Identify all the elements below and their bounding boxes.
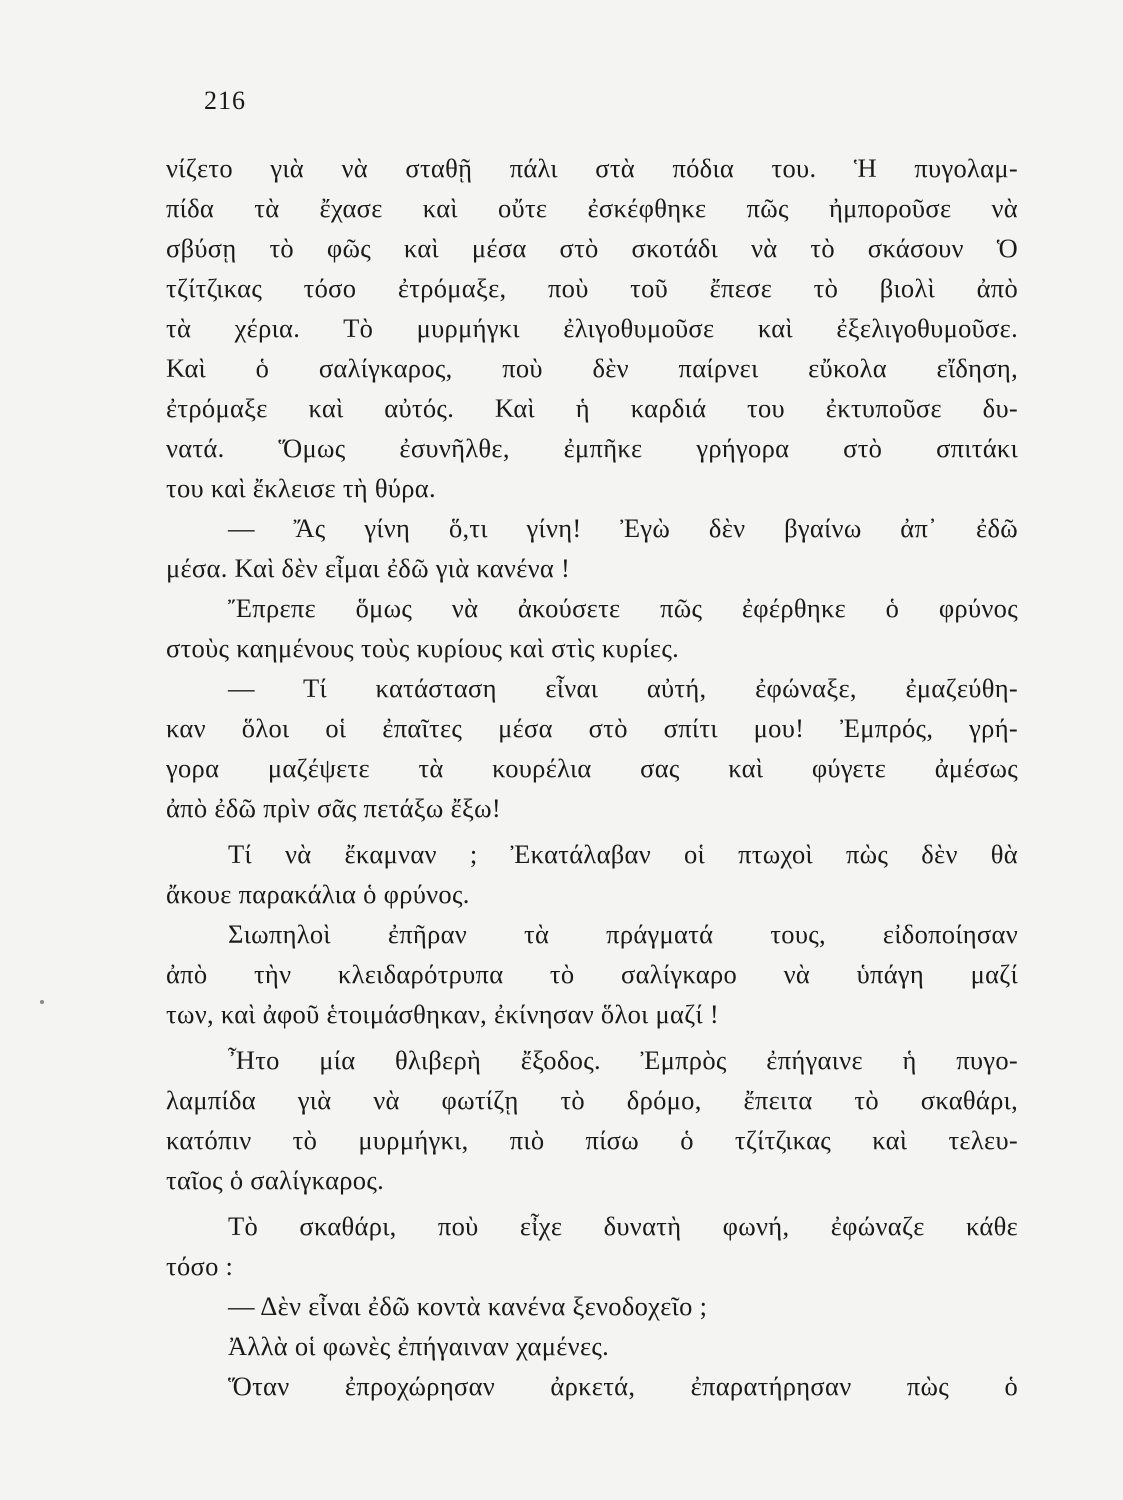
text-line: ἀπὸ τὴν κλειδαρότρυπα τὸ σαλίγκαρο νὰ ὑπάγη μαζί — [166, 959, 1018, 989]
text-line: Ὅταν ἐπροχώρησαν ἀρκετά, ἐπαρατήρησαν πὼς ὁ — [228, 1371, 1018, 1401]
text-line: νατά. Ὅμως ἐσυνῆλθε, ἐμπῆκε γρήγορα στὸ σπιτάκι — [166, 433, 1018, 463]
text-line: Τί νὰ ἔκαμναν ; Ἐκατάλαβαν οἱ πτωχοὶ πὼς δὲν θὰ — [228, 839, 1018, 869]
text-line: μέσα. Καὶ δὲν εἶμαι ἐδῶ γιὰ κανένα ! — [166, 553, 571, 583]
text-line: Ἀλλὰ οἱ φωνὲς ἐπήγαιναν χαμένες. — [228, 1331, 610, 1361]
text-line: των, καὶ ἀφοῦ ἑτοιμάσθηκαν, ἐκίνησαν ὅλοι μαζί ! — [166, 999, 719, 1029]
text-line: ἀπὸ ἐδῶ πρὶν σᾶς πετάξω ἔξω! — [166, 793, 501, 823]
margin-speck — [40, 1000, 44, 1004]
body-text — [166, 148, 1018, 1406]
text-line: τόσο : — [166, 1251, 234, 1281]
text-line: Τὸ σκαθάρι, ποὺ εἶχε δυνατὴ φωνή, ἐφώναζε κάθε — [228, 1211, 1018, 1241]
text-line: ἐτρόμαξε καὶ αὐτός. Καὶ ἡ καρδιά του ἐκτυποῦσε δυ- — [166, 393, 1018, 423]
text-line: Ἦτο μία θλιβερὴ ἔξοδος. Ἐμπρὸς ἐπήγαινε ἡ πυγο- — [228, 1045, 1018, 1075]
text-line: πίδα τὰ ἔχασε καὶ οὔτε ἐσκέφθηκε πῶς ἠμποροῦσε νὰ — [166, 193, 1018, 223]
text-line: γορα μαζέψετε τὰ κουρέλια σας καὶ φύγετε ἀμέσως — [166, 753, 1018, 783]
text-line: ἄκουε παρακάλια ὁ φρύνος. — [166, 879, 470, 909]
text-line: τζίτζικας τόσο ἐτρόμαξε, ποὺ τοῦ ἔπεσε τὸ βιολὶ ἀπὸ — [166, 273, 1018, 303]
text-line: λαμπίδα γιὰ νὰ φωτίζῃ τὸ δρόμο, ἔπειτα τὸ σκαθάρι, — [166, 1085, 1018, 1115]
text-line: κατόπιν τὸ μυρμήγκι, πιὸ πίσω ὁ τζίτζικας καὶ τελευ- — [166, 1125, 1018, 1155]
text-line: — Ἄς γίνη ὅ,τι γίνη! Ἐγὼ δὲν βγαίνω ἀπ᾽ ἐδῶ — [228, 513, 1018, 543]
text-line: Σιωπηλοὶ ἐπῆραν τὰ πράγματά τους, εἰδοποίησαν — [228, 919, 1018, 949]
text-line: καν ὅλοι οἱ ἐπαῖτες μέσα στὸ σπίτι μου! Ἐμπρός, γρή- — [166, 713, 1018, 743]
text-line: — Δὲν εἶναι ἐδῶ κοντὰ κανένα ξενοδοχεῖο ; — [228, 1291, 708, 1321]
text-line: νίζετο γιὰ νὰ σταθῇ πάλι στὰ πόδια του. Ἡ πυγολαμ- — [166, 153, 1018, 183]
text-line: του καὶ ἔκλεισε τὴ θύρα. — [166, 473, 436, 503]
text-line: Ἔπρεπε ὅμως νὰ ἀκούσετε πῶς ἐφέρθηκε ὁ φρύνος — [228, 593, 1018, 623]
text-line: σβύσῃ τὸ φῶς καὶ μέσα στὸ σκοτάδι νὰ τὸ σκάσουν Ὁ — [166, 233, 1018, 263]
text-line: — Τί κατάσταση εἶναι αὐτή, ἐφώναξε, ἐμαζεύθη- — [228, 673, 1018, 703]
page-number: 216 — [204, 86, 246, 115]
text-line: ταῖος ὁ σαλίγκαρος. — [166, 1165, 385, 1195]
text-line: τὰ χέρια. Τὸ μυρμήγκι ἐλιγοθυμοῦσε καὶ ἐξελιγοθυμοῦσε. — [166, 313, 1018, 343]
text-line: Καὶ ὁ σαλίγκαρος, ποὺ δὲν παίρνει εὔκολα εἴδηση, — [166, 353, 1018, 383]
text-line: στοὺς καημένους τοὺς κυρίους καὶ στὶς κυρίες. — [166, 633, 680, 663]
